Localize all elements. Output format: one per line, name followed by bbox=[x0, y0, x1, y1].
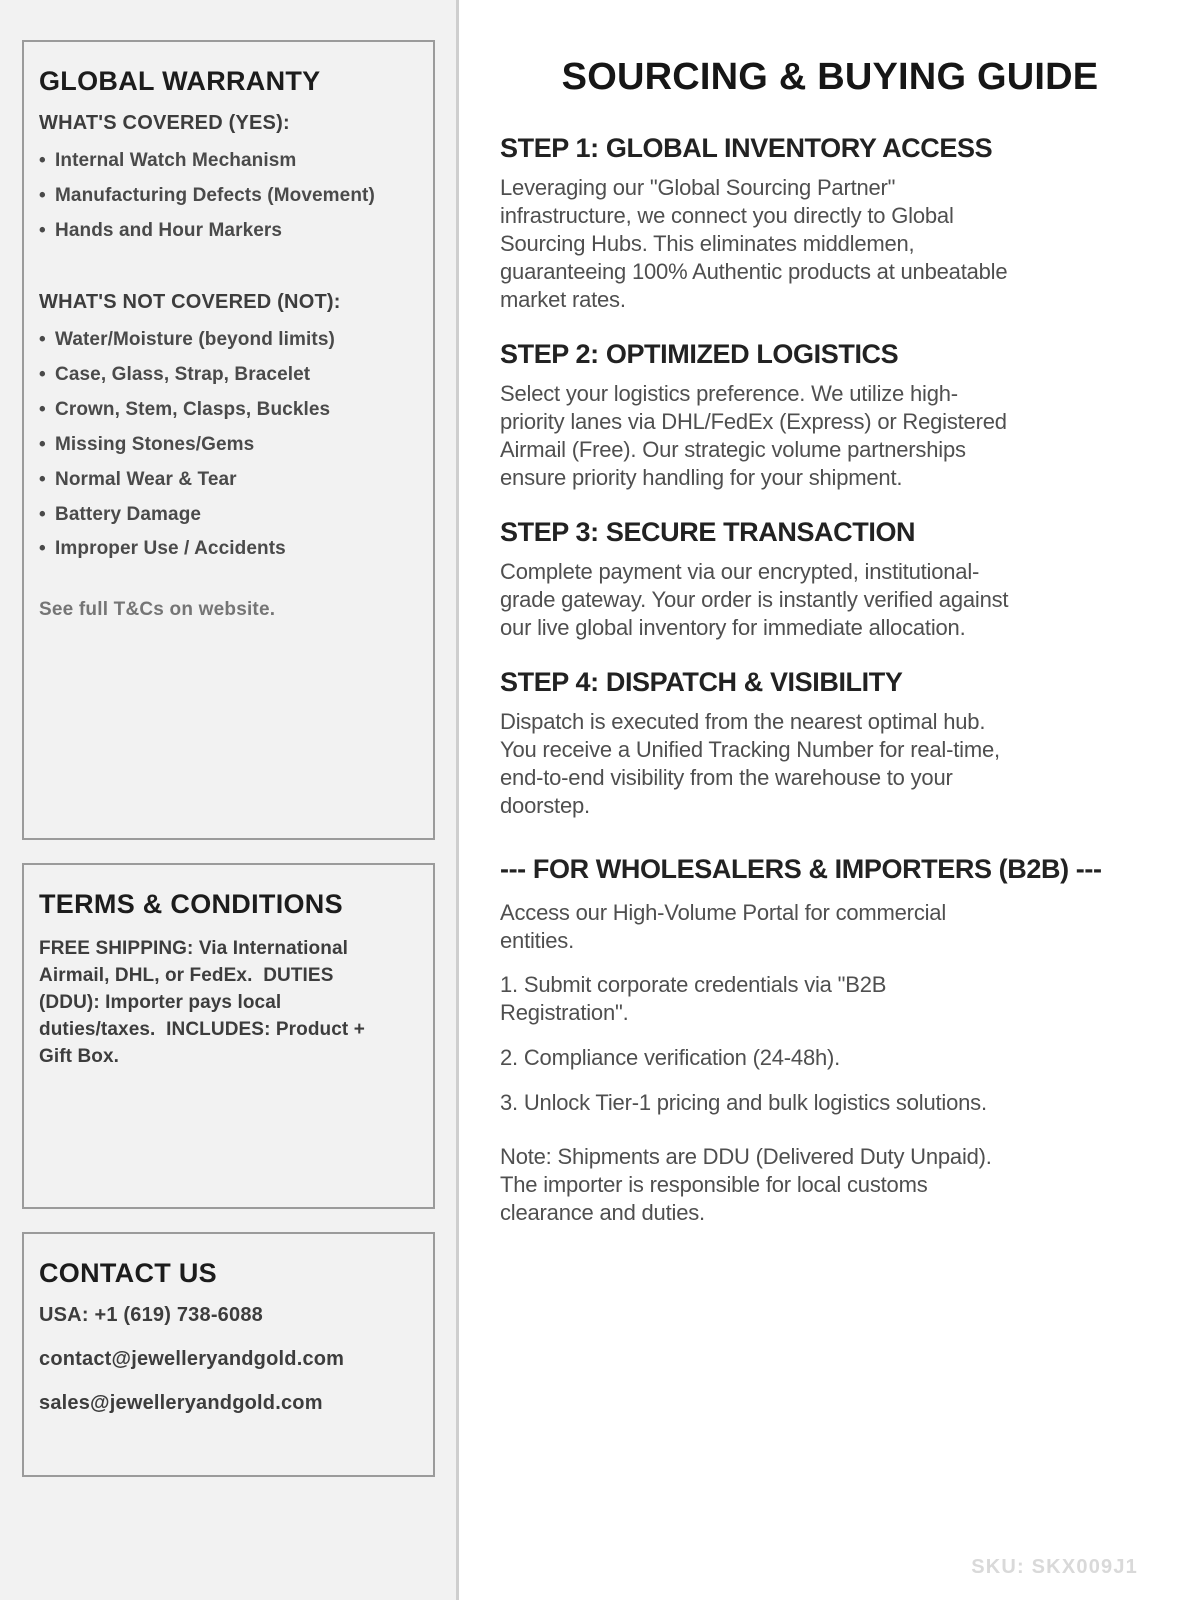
b2b-intro: Access our High-Volume Portal for commercial entities. bbox=[500, 900, 947, 953]
main-content bbox=[462, 0, 1200, 1600]
contact-box bbox=[22, 1232, 435, 1477]
covered-list bbox=[39, 151, 417, 241]
b2b-step-item: 3. Unlock Tier-1 pricing and bulk logistics solutions. bbox=[500, 1090, 987, 1115]
covered-title: WHAT'S COVERED (YES): bbox=[39, 112, 290, 134]
not-covered-item: • Missing Stones/Gems bbox=[39, 435, 417, 455]
global-warranty-box bbox=[22, 40, 435, 840]
terms-box bbox=[22, 863, 435, 1209]
contact-list bbox=[39, 1304, 417, 1415]
step-heading: STEP 1: GLOBAL INVENTORY ACCESS bbox=[500, 133, 993, 163]
step-heading: STEP 4: DISPATCH & VISIBILITY bbox=[500, 667, 903, 697]
step-section bbox=[500, 667, 1160, 820]
warranty-footnote: See full T&Cs on website. bbox=[39, 599, 276, 621]
not-covered-item: • Normal Wear & Tear bbox=[39, 470, 417, 490]
sidebar bbox=[0, 0, 459, 1600]
step-body: Complete payment via our encrypted, institutional-grade gateway. Your order is instantly verified against our live global inventory for immediate allocation. bbox=[500, 559, 1009, 640]
contact-line: sales@jewelleryandgold.com bbox=[39, 1392, 323, 1414]
contact-line: contact@jewelleryandgold.com bbox=[39, 1348, 345, 1370]
b2b-note: Note: Shipments are DDU (Delivered Duty Unpaid). The importer is responsible for local customs clearance and duties. bbox=[500, 1144, 992, 1225]
step-body: Dispatch is executed from the nearest optimal hub. You receive a Unified Tracking Number for real-time, end-to-end visibility from the warehouse to your doorstep. bbox=[500, 709, 1000, 818]
step-section bbox=[500, 133, 1160, 314]
step-section bbox=[500, 339, 1160, 492]
step-body: Leveraging our "Global Sourcing Partner" infrastructure, we connect you directly to Global Sourcing Hubs. This eliminates middlemen, guaranteeing 100% Authentic products at unbeatable market rates. bbox=[500, 175, 1008, 312]
covered-item: • Manufacturing Defects (Movement) bbox=[39, 186, 417, 206]
terms-body: FREE SHIPPING: Via International Airmail, DHL, or FedEx. DUTIES (DDU): Importer pays local duties/taxes. INCLUDES: Product + Gift Box. bbox=[39, 938, 371, 1067]
not-covered-item: • Improper Use / Accidents bbox=[39, 539, 417, 559]
sku-label: SKU: SKX009J1 bbox=[971, 1556, 1138, 1578]
step-heading: STEP 3: SECURE TRANSACTION bbox=[500, 517, 916, 547]
not-covered-item: • Case, Glass, Strap, Bracelet bbox=[39, 365, 417, 385]
not-covered-item: • Battery Damage bbox=[39, 505, 417, 525]
not-covered-item: • Water/Moisture (beyond limits) bbox=[39, 330, 417, 350]
not-covered-title: WHAT'S NOT COVERED (NOT): bbox=[39, 290, 341, 313]
contact-line: USA: +1 (619) 738-6088 bbox=[39, 1304, 263, 1326]
b2b-steps-list bbox=[500, 971, 1160, 1117]
not-covered-item: • Crown, Stem, Clasps, Buckles bbox=[39, 400, 417, 420]
b2b-section bbox=[500, 854, 1160, 1227]
steps-list bbox=[500, 133, 1160, 820]
step-section bbox=[500, 517, 1160, 642]
covered-item: • Hands and Hour Markers bbox=[39, 221, 417, 241]
step-body: Select your logistics preference. We utilize high-priority lanes via DHL/FedEx (Express) or Registered Airmail (Free). Our strategic volume partnerships ensure priority handling for your shipment. bbox=[500, 381, 1007, 490]
page-title: SOURCING & BUYING GUIDE bbox=[561, 56, 1099, 98]
covered-item: • Internal Watch Mechanism bbox=[39, 151, 417, 171]
step-heading: STEP 2: OPTIMIZED LOGISTICS bbox=[500, 339, 899, 369]
terms-title: TERMS & CONDITIONS bbox=[39, 889, 343, 919]
b2b-heading: --- FOR WHOLESALERS & IMPORTERS (B2B) --- bbox=[500, 854, 1102, 884]
not-covered-list bbox=[39, 330, 417, 560]
contact-title: CONTACT US bbox=[39, 1258, 217, 1288]
b2b-step-item: 1. Submit corporate credentials via "B2B Registration". bbox=[500, 972, 887, 1025]
b2b-step-item: 2. Compliance verification (24-48h). bbox=[500, 1045, 841, 1070]
warranty-title: GLOBAL WARRANTY bbox=[39, 66, 321, 96]
